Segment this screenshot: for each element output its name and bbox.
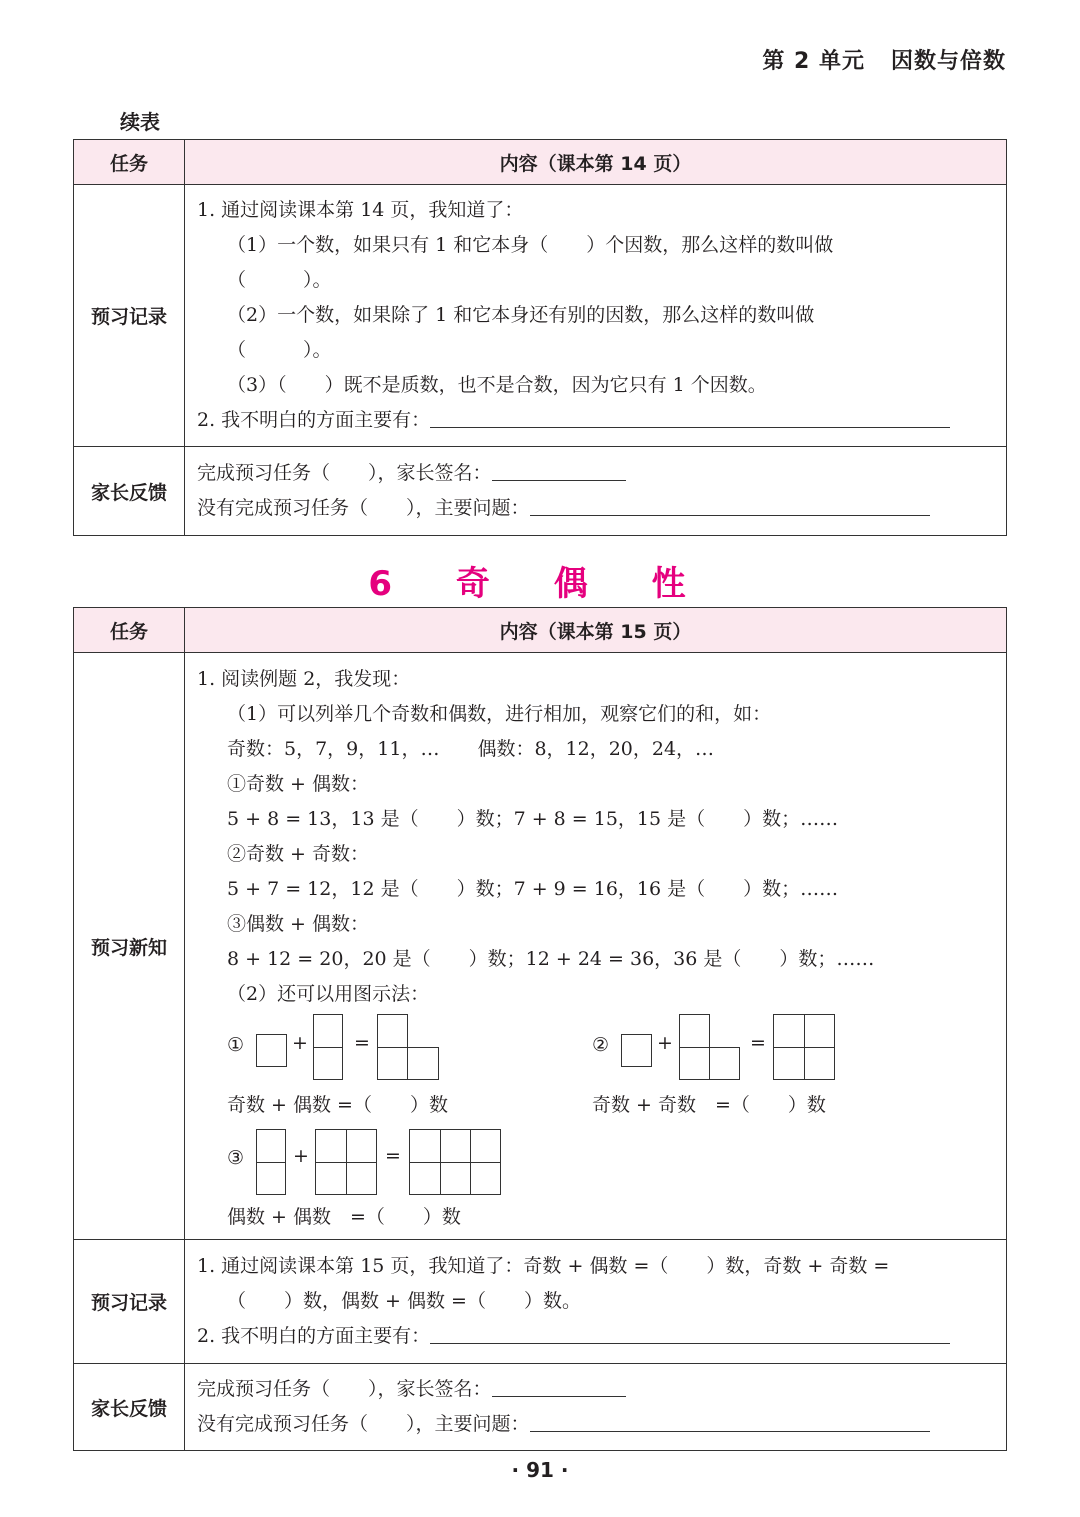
text-line: 5 + 8 = 13，13 是（ ）数；7 + 8 = 15，15 是（ ）数；…… [227, 808, 839, 830]
text-line: （3）（ ）既不是质数，也不是合数，因为它只有 1 个因数。 [227, 374, 767, 396]
text-line: 8 + 12 = 20，20 是（ ）数；12 + 24 = 36，36 是（ ）数；…… [227, 948, 875, 970]
odd-block [256, 1034, 287, 1067]
text-line: 2. 我不明白的方面主要有： [197, 409, 431, 431]
problem-blank[interactable] [530, 495, 930, 516]
odd-block-tall [679, 1014, 710, 1080]
plus-sign: + [292, 1032, 308, 1054]
content-column-header: 内容（课本第 15 页） [185, 608, 1007, 653]
preview-record-label: 预习记录 [74, 185, 185, 447]
preview-record-label: 预习记录 [74, 1240, 185, 1364]
signature-blank[interactable] [492, 1376, 626, 1397]
text-line: （1）可以列举几个奇数和偶数，进行相加，观察它们的和，如： [227, 703, 772, 725]
even-block [256, 1129, 286, 1195]
text-line: 没有完成预习任务（ ），主要问题： [197, 1413, 530, 1435]
diagram-1-caption: 奇数 + 偶数 =（ ）数 [227, 1094, 448, 1116]
text-line: （ ）。 [227, 339, 332, 361]
sum-block-even [409, 1129, 501, 1195]
equals-sign: = [354, 1032, 370, 1054]
text-line: ②奇数 + 奇数： [227, 843, 369, 865]
content-column-header: 内容（课本第 14 页） [185, 140, 1007, 185]
diagram-3-number: ③ [227, 1147, 245, 1169]
preview-table-2 [73, 607, 1007, 1451]
text-line: 2. 我不明白的方面主要有： [197, 1325, 431, 1347]
task-column-header: 任务 [74, 608, 185, 653]
text-line: ①奇数 + 偶数： [227, 773, 369, 795]
plus-sign: + [293, 1145, 309, 1167]
text-line: 没有完成预习任务（ ），主要问题： [197, 497, 530, 519]
unit-label: 第 2 单元 [762, 49, 865, 74]
diagram-3-caption: 偶数 + 偶数 =（ ）数 [227, 1206, 461, 1228]
text-line: 完成预习任务（ ），家长签名： [197, 1378, 492, 1400]
text-line: （2）一个数，如果除了 1 和它本身还有别的因数，那么这样的数叫做 [227, 304, 815, 326]
preview-new-label: 预习新知 [74, 653, 185, 1240]
table-row [74, 1240, 1007, 1364]
odd-block-extra [709, 1047, 740, 1080]
table-row [74, 447, 1007, 536]
plus-sign: + [657, 1032, 673, 1054]
sum-block-even [773, 1014, 835, 1080]
even-block [313, 1014, 343, 1080]
text-line: 完成预习任务（ ），家长签名： [197, 462, 492, 484]
page-header [762, 44, 1006, 75]
sum-block-tall [377, 1014, 408, 1080]
odd-block [621, 1034, 652, 1067]
equals-sign: = [750, 1032, 766, 1054]
text-line: 1. 通过阅读课本第 14 页，我知道了： [197, 199, 524, 221]
text-line: （1）一个数，如果只有 1 和它本身（ ）个因数，那么这样的数叫做 [227, 234, 834, 256]
text-line: （ ）数，偶数 + 偶数 =（ ）数。 [227, 1290, 581, 1312]
preview-table-1 [73, 139, 1007, 536]
sum-block-extra [407, 1047, 439, 1080]
section-title: 6 奇 偶 性 [368, 564, 712, 604]
parent-feedback-label: 家长反馈 [74, 1364, 185, 1451]
problem-blank[interactable] [530, 1411, 930, 1432]
text-line: ③偶数 + 偶数： [227, 913, 369, 935]
parity-diagram [197, 1012, 996, 1230]
text-line: （ ）。 [227, 269, 332, 291]
unit-topic: 因数与倍数 [890, 49, 1006, 74]
signature-blank[interactable] [492, 460, 626, 481]
table-header-row [74, 140, 1007, 185]
table-row [74, 1364, 1007, 1451]
page-number: · 91 · [511, 1458, 569, 1482]
answer-blank[interactable] [430, 1323, 950, 1344]
equals-sign: = [385, 1145, 401, 1167]
text-line: 1. 通过阅读课本第 15 页，我知道了：奇数 + 偶数 =（ ）数，奇数 + 奇数 = [197, 1255, 890, 1277]
text-line: 5 + 7 = 12，12 是（ ）数；7 + 9 = 16，16 是（ ）数；…… [227, 878, 839, 900]
diagram-2-caption: 奇数 + 奇数 =（ ）数 [592, 1094, 826, 1116]
parent-feedback-content [185, 447, 1007, 536]
parent-feedback-content [185, 1364, 1007, 1451]
diagram-1-number: ① [227, 1034, 245, 1056]
diagram-2-number: ② [592, 1034, 610, 1056]
task-column-header: 任务 [74, 140, 185, 185]
text-line: （2）还可以用图示法： [227, 983, 430, 1005]
preview-record-content [185, 185, 1007, 447]
preview-new-content [185, 653, 1007, 1240]
text-line: 1. 阅读例题 2，我发现： [197, 668, 411, 690]
preview-record-content [185, 1240, 1007, 1364]
even-block-wide [315, 1129, 377, 1195]
table-row [74, 653, 1007, 1240]
continued-label: 续表 [120, 110, 160, 134]
text-line: 奇数：5，7，9，11，… 偶数：8，12，20，24，… [227, 738, 715, 760]
table-row [74, 185, 1007, 447]
table-header-row [74, 608, 1007, 653]
parent-feedback-label: 家长反馈 [74, 447, 185, 536]
answer-blank[interactable] [430, 407, 950, 428]
